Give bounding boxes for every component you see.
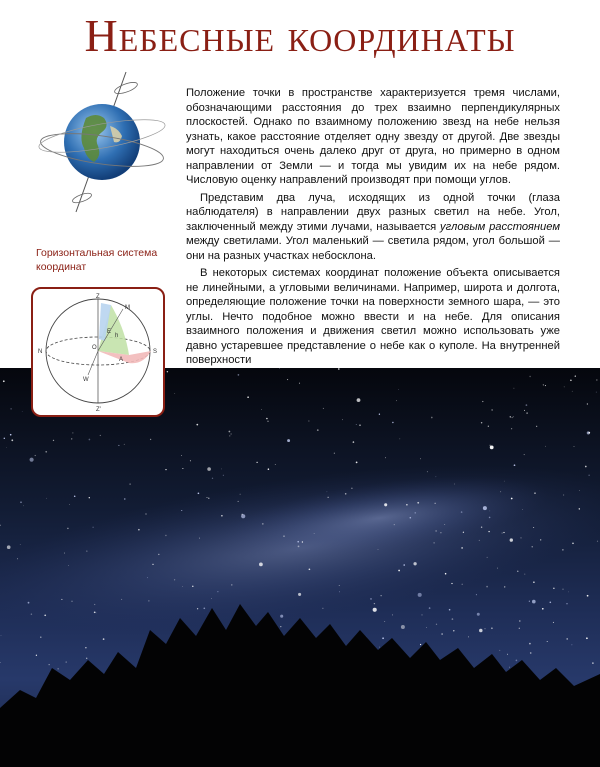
star bbox=[64, 553, 65, 554]
star bbox=[280, 626, 281, 627]
star bbox=[72, 432, 73, 433]
star bbox=[71, 438, 72, 439]
star bbox=[529, 643, 531, 645]
star bbox=[268, 468, 270, 470]
star bbox=[588, 432, 590, 434]
star bbox=[410, 517, 412, 519]
star bbox=[121, 599, 122, 600]
star bbox=[309, 568, 311, 570]
star bbox=[429, 607, 431, 609]
star bbox=[575, 375, 576, 376]
star bbox=[406, 504, 408, 506]
label-z: Z bbox=[96, 294, 100, 300]
star bbox=[86, 658, 87, 659]
star bbox=[86, 551, 87, 552]
star bbox=[479, 629, 483, 633]
star bbox=[317, 429, 319, 431]
star bbox=[497, 568, 498, 569]
star bbox=[208, 498, 209, 499]
star bbox=[476, 594, 477, 595]
star bbox=[297, 541, 299, 543]
star bbox=[182, 586, 183, 587]
star bbox=[240, 494, 241, 495]
star bbox=[351, 488, 352, 489]
star bbox=[35, 455, 36, 456]
star bbox=[217, 591, 218, 592]
star bbox=[426, 627, 427, 628]
star bbox=[522, 509, 523, 510]
star bbox=[542, 608, 544, 610]
star bbox=[529, 376, 530, 377]
star bbox=[566, 638, 568, 640]
star bbox=[6, 447, 7, 448]
star bbox=[564, 387, 565, 388]
star bbox=[392, 614, 393, 615]
star bbox=[229, 435, 230, 436]
label-h: h bbox=[115, 333, 119, 339]
star bbox=[586, 637, 588, 639]
star bbox=[394, 524, 395, 525]
star bbox=[373, 608, 377, 612]
star bbox=[570, 379, 572, 381]
star bbox=[587, 403, 588, 404]
star bbox=[517, 571, 518, 572]
star bbox=[238, 501, 239, 502]
star bbox=[221, 515, 223, 517]
star bbox=[192, 586, 193, 587]
star bbox=[520, 537, 521, 538]
globe-illustration bbox=[30, 66, 170, 218]
star bbox=[345, 493, 347, 495]
star bbox=[259, 563, 263, 567]
star bbox=[500, 491, 501, 492]
star bbox=[503, 532, 504, 533]
star bbox=[165, 535, 166, 536]
star bbox=[440, 532, 441, 533]
star bbox=[69, 504, 70, 505]
star bbox=[415, 512, 416, 513]
star bbox=[562, 589, 563, 590]
star bbox=[207, 497, 208, 498]
star bbox=[398, 570, 400, 572]
star bbox=[396, 400, 397, 401]
star bbox=[547, 641, 548, 642]
star bbox=[197, 608, 198, 609]
star bbox=[36, 655, 37, 656]
star bbox=[147, 577, 148, 578]
star bbox=[422, 614, 423, 615]
star bbox=[357, 398, 361, 402]
star bbox=[533, 581, 535, 583]
star bbox=[490, 446, 494, 450]
star bbox=[491, 409, 492, 410]
star bbox=[504, 481, 505, 482]
star bbox=[190, 460, 191, 461]
paragraph-2 bbox=[186, 191, 560, 264]
star bbox=[510, 416, 511, 417]
star bbox=[181, 455, 182, 456]
star bbox=[468, 636, 469, 637]
star bbox=[22, 411, 23, 412]
star bbox=[49, 664, 50, 665]
star bbox=[579, 508, 580, 509]
star bbox=[507, 654, 508, 655]
star bbox=[199, 538, 200, 539]
page-title: Небесные координаты bbox=[84, 10, 516, 61]
star bbox=[435, 530, 436, 531]
star bbox=[550, 602, 552, 604]
star bbox=[451, 583, 452, 584]
star bbox=[477, 613, 480, 616]
star bbox=[596, 392, 597, 393]
star bbox=[298, 546, 300, 548]
star bbox=[28, 602, 30, 604]
label-o: O bbox=[92, 345, 97, 351]
star bbox=[145, 513, 146, 514]
star bbox=[524, 410, 525, 411]
star bbox=[229, 431, 231, 433]
star bbox=[299, 383, 300, 384]
star bbox=[20, 544, 21, 545]
star bbox=[545, 446, 546, 447]
star bbox=[420, 644, 421, 645]
star bbox=[247, 396, 249, 398]
star bbox=[479, 540, 480, 541]
star bbox=[511, 498, 513, 500]
star bbox=[486, 586, 488, 588]
article-text bbox=[186, 86, 560, 371]
star bbox=[461, 547, 463, 549]
star bbox=[553, 622, 554, 623]
star bbox=[241, 514, 245, 518]
star bbox=[221, 469, 222, 470]
star bbox=[165, 469, 166, 470]
star bbox=[85, 647, 86, 648]
star bbox=[374, 603, 375, 604]
star bbox=[92, 527, 93, 528]
star bbox=[579, 490, 580, 491]
star bbox=[118, 445, 119, 446]
star bbox=[562, 549, 563, 550]
star bbox=[67, 528, 69, 530]
star bbox=[534, 492, 536, 494]
star bbox=[275, 464, 276, 465]
star bbox=[399, 439, 400, 440]
star bbox=[308, 421, 309, 422]
star bbox=[211, 598, 212, 599]
label-a: A bbox=[119, 357, 124, 363]
star bbox=[436, 476, 437, 477]
star bbox=[435, 503, 436, 504]
star bbox=[1, 635, 2, 636]
star bbox=[89, 497, 90, 498]
star bbox=[327, 491, 328, 492]
star bbox=[572, 543, 574, 545]
star bbox=[359, 424, 361, 426]
star bbox=[385, 457, 386, 458]
star bbox=[530, 652, 532, 654]
star bbox=[491, 627, 493, 629]
star bbox=[266, 418, 268, 420]
star bbox=[40, 637, 41, 638]
star bbox=[585, 466, 587, 468]
star bbox=[536, 426, 537, 427]
star bbox=[323, 408, 324, 409]
star bbox=[30, 458, 34, 462]
star bbox=[427, 471, 428, 472]
star bbox=[382, 637, 384, 639]
star bbox=[353, 441, 355, 443]
star bbox=[532, 546, 533, 547]
star bbox=[10, 408, 11, 409]
star bbox=[298, 593, 301, 596]
paragraph-3: В некоторых системах координат положение объекта описывается не линейными, а угловыми величинами. Например, широта и долгота, определяющие положение точки на поверхности земного шара, — это углы. Нечто подобное можно ввести и на небе. Для описания взаимного положения и движения светил можно использовать уже давно устаревшее представление о небе как о куполе. На внутренней поверхности bbox=[186, 267, 560, 366]
label-s: S bbox=[153, 349, 158, 355]
star bbox=[328, 497, 329, 498]
star bbox=[44, 614, 46, 616]
star bbox=[138, 529, 140, 531]
star bbox=[3, 380, 5, 382]
night-sky-photo bbox=[0, 368, 600, 767]
label-e: E bbox=[107, 329, 112, 335]
star bbox=[413, 562, 416, 565]
star bbox=[314, 533, 315, 534]
star bbox=[398, 389, 399, 390]
star bbox=[20, 501, 22, 503]
star bbox=[462, 584, 463, 585]
star bbox=[379, 414, 380, 415]
star bbox=[207, 467, 211, 471]
star bbox=[287, 379, 288, 380]
star bbox=[231, 584, 232, 585]
star bbox=[148, 600, 149, 601]
star bbox=[568, 592, 569, 593]
label-w: W bbox=[83, 377, 89, 383]
star bbox=[488, 531, 489, 532]
star bbox=[445, 573, 447, 575]
star bbox=[238, 374, 240, 376]
star bbox=[418, 593, 422, 597]
star bbox=[417, 502, 419, 504]
star bbox=[11, 439, 13, 441]
star bbox=[449, 609, 451, 611]
star bbox=[150, 439, 151, 440]
star bbox=[167, 371, 168, 372]
star bbox=[339, 591, 340, 592]
star bbox=[378, 549, 379, 550]
star bbox=[571, 644, 572, 645]
star bbox=[182, 468, 183, 469]
star bbox=[401, 625, 405, 629]
star bbox=[481, 422, 482, 423]
label-m: M bbox=[125, 305, 130, 311]
star bbox=[53, 440, 54, 441]
horizontal-coordinate-diagram bbox=[31, 287, 165, 417]
star bbox=[545, 385, 546, 386]
star bbox=[230, 433, 231, 434]
star bbox=[174, 393, 175, 394]
star bbox=[596, 380, 597, 381]
star bbox=[510, 538, 513, 541]
star bbox=[524, 454, 525, 455]
star bbox=[572, 391, 573, 392]
star bbox=[334, 453, 335, 454]
figure-caption: Горизонтальная система координат bbox=[36, 247, 158, 273]
star bbox=[453, 630, 454, 631]
star bbox=[261, 409, 262, 410]
star bbox=[532, 600, 536, 604]
star bbox=[482, 401, 483, 402]
star bbox=[61, 599, 62, 600]
star bbox=[481, 527, 482, 528]
star bbox=[592, 662, 594, 664]
star bbox=[65, 661, 66, 662]
star bbox=[356, 462, 358, 464]
star bbox=[370, 598, 372, 600]
label-n: N bbox=[38, 349, 43, 355]
star bbox=[463, 532, 464, 533]
star bbox=[485, 628, 486, 629]
star bbox=[198, 492, 200, 494]
star bbox=[223, 475, 224, 476]
star bbox=[203, 607, 205, 609]
star bbox=[403, 564, 405, 566]
p2-text-a: Представим два луча, исходящих из одной точки (глаза наблюдателя) в направлении двух разных светил на небе. Угол, заключенный между этими лучами, называется bbox=[186, 191, 560, 233]
star bbox=[524, 574, 525, 575]
star bbox=[267, 421, 268, 422]
star bbox=[487, 557, 488, 558]
star bbox=[174, 579, 175, 580]
star bbox=[574, 446, 575, 447]
star bbox=[511, 428, 512, 429]
star bbox=[444, 524, 445, 525]
star bbox=[96, 613, 97, 614]
star bbox=[431, 417, 433, 419]
star bbox=[513, 416, 514, 417]
star bbox=[17, 558, 18, 559]
star bbox=[519, 628, 520, 629]
star bbox=[589, 475, 590, 476]
star bbox=[563, 495, 564, 496]
star bbox=[7, 545, 11, 549]
star bbox=[46, 498, 47, 499]
star bbox=[597, 541, 598, 542]
paragraph-1: Положение точки в пространстве характеризуется тремя числами, обозначающими расстояния до трех взаимно перпендикулярных плоскостей. Однако по взаимному положению звезд на небе нельзя узнать, какое расстояние отделяет одну звезду от другой. Две звезды могут находиться очень далеко друг от друга, но примерно в одном направлении от Земли — и тогда мы увидим их на небе рядом. Числовую оценку направлений производят при помощи углов. bbox=[186, 87, 560, 186]
star bbox=[89, 439, 91, 441]
p2-text-b: между светилами. Угол маленький — светила рядом, угол большой — они на разных участках небосклона. bbox=[186, 235, 560, 262]
star bbox=[68, 565, 69, 566]
star bbox=[461, 511, 463, 513]
star bbox=[529, 601, 530, 602]
star bbox=[512, 417, 513, 418]
star bbox=[504, 586, 505, 587]
star bbox=[392, 422, 393, 423]
star bbox=[384, 503, 387, 506]
star bbox=[287, 439, 290, 442]
star bbox=[441, 633, 443, 635]
star bbox=[45, 451, 47, 453]
star bbox=[94, 604, 95, 605]
star bbox=[514, 464, 516, 466]
star bbox=[302, 541, 303, 542]
star bbox=[196, 424, 198, 426]
star bbox=[152, 564, 153, 565]
star bbox=[212, 478, 213, 479]
star bbox=[553, 588, 554, 589]
star bbox=[339, 585, 340, 586]
star bbox=[158, 554, 159, 555]
star bbox=[502, 533, 503, 534]
star bbox=[543, 384, 544, 385]
star bbox=[509, 667, 510, 668]
star bbox=[342, 419, 343, 420]
star bbox=[533, 527, 534, 528]
star bbox=[181, 510, 182, 511]
star bbox=[483, 506, 487, 510]
star bbox=[322, 608, 323, 609]
star bbox=[23, 506, 24, 507]
star bbox=[566, 603, 567, 604]
star bbox=[100, 435, 101, 436]
star bbox=[74, 495, 76, 497]
star bbox=[420, 458, 421, 459]
star bbox=[356, 424, 357, 425]
star bbox=[58, 668, 59, 669]
star bbox=[436, 624, 437, 625]
star bbox=[454, 484, 455, 485]
star bbox=[124, 498, 125, 499]
star bbox=[4, 438, 5, 439]
label-z-prime: Z′ bbox=[96, 407, 101, 413]
star bbox=[489, 511, 490, 512]
star bbox=[526, 404, 528, 406]
star bbox=[280, 615, 283, 618]
star bbox=[381, 595, 382, 596]
star bbox=[488, 426, 489, 427]
star bbox=[71, 601, 72, 602]
star bbox=[283, 535, 284, 536]
star bbox=[256, 462, 257, 463]
star bbox=[10, 434, 12, 436]
star bbox=[384, 621, 385, 622]
star bbox=[262, 523, 264, 525]
star bbox=[452, 618, 454, 620]
star bbox=[516, 660, 518, 662]
star bbox=[94, 611, 96, 613]
star bbox=[587, 595, 589, 597]
star bbox=[103, 638, 105, 640]
star bbox=[513, 388, 514, 389]
star bbox=[124, 444, 125, 445]
star bbox=[489, 517, 491, 519]
star bbox=[540, 539, 541, 540]
star bbox=[31, 613, 32, 614]
star bbox=[433, 542, 434, 543]
star bbox=[519, 620, 521, 622]
star bbox=[129, 483, 130, 484]
star bbox=[499, 650, 500, 651]
p2-term: угловым расстоянием bbox=[440, 220, 560, 233]
star bbox=[379, 647, 380, 648]
star bbox=[526, 412, 528, 414]
